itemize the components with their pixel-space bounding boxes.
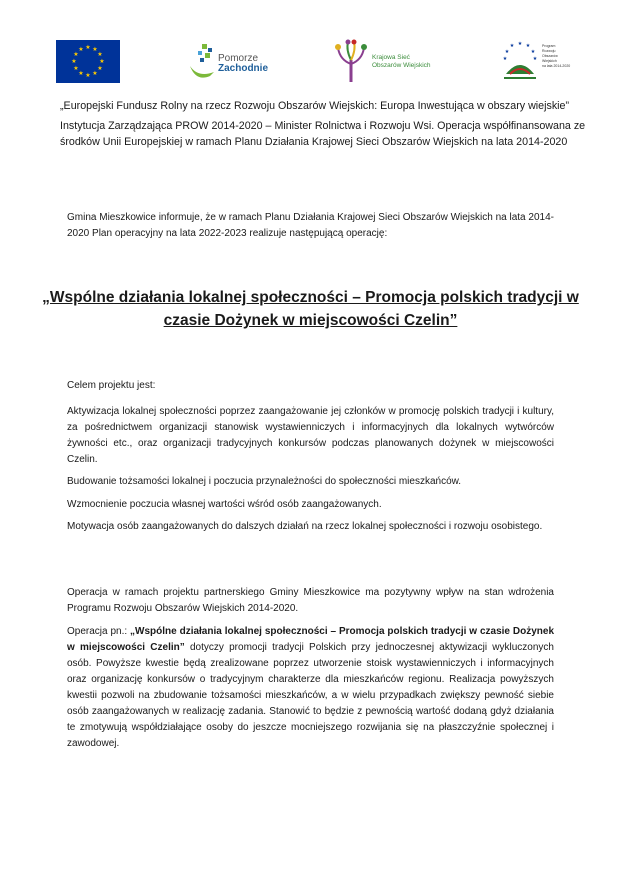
svg-text:★: ★ (532, 56, 538, 62)
svg-text:★: ★ (85, 44, 91, 51)
prow-label-line1: Program (542, 44, 556, 48)
svg-text:★: ★ (97, 51, 103, 58)
prow-label-line4: Wiejskich (542, 59, 557, 63)
prow-label-line3: Obszarów (542, 54, 558, 58)
svg-text:★: ★ (517, 41, 523, 47)
pomorze-leaf-icon (188, 42, 218, 82)
ksow-label-line1: Krajowa Sieć (372, 54, 410, 61)
prow-logo (498, 38, 571, 86)
operation-prefix: Operacja pn.: (67, 626, 131, 637)
svg-text:★: ★ (92, 46, 98, 53)
goal-heading: Celem projektu jest: (67, 380, 156, 391)
svg-text:★: ★ (78, 70, 84, 77)
svg-text:★: ★ (78, 46, 84, 53)
impact-paragraph: Operacja w ramach projektu partnerskiego Gminy Mieszkowice ma pozytywny wpływ na stan wdrożenia Programu Rozwoju Obszarów Wiejskich 2014-2020. (67, 587, 554, 614)
svg-text:★: ★ (502, 56, 508, 62)
svg-text:★: ★ (99, 58, 105, 65)
eu-flag-logo (56, 40, 120, 83)
ksow-label (372, 54, 431, 70)
intro-paragraph: Gmina Mieszkowice informuje, że w ramach Planu Działania Krajowej Sieci Obszarów Wiejskich na lata 2014-2020 Plan operacyjny na lata 2022-2023 realizuje następującą operację: (67, 212, 554, 239)
svg-text:★: ★ (71, 58, 77, 65)
operation-title: „Wspólne działania lokalnej społeczności – Promocja polskich tradycji w czasie Dożynek w miejscowości Czelin” (42, 289, 579, 329)
goal-item: Motywacja osób zaangażowanych do dalszych działań na rzecz lokalnej społeczności i rozwoju osobistego. (67, 521, 543, 532)
operation-name: „Wspólne działania lokalnej społeczności – Promocja polskich tradycji w czasie Dożynek w miejscowości Czelin” (67, 626, 555, 653)
svg-text:★: ★ (530, 49, 536, 55)
pomorze-zachodnie-logo (188, 40, 268, 84)
eu-flag-icon (56, 40, 120, 83)
fund-slogan: „Europejski Fundusz Rolny na rzecz Rozwoju Obszarów Wiejskich: Europa Inwestująca w obszary wiejskie” (60, 100, 570, 112)
ksow-label-line2: Obszarów Wiejskich (372, 62, 431, 69)
goal-item: Aktywizacja lokalnej społeczności poprzez zaangażowanie jej członków w promocję polskich tradycji i kultury, za pośrednictwem organizacji stanowisk wystawienniczych i informacyjnych dla lokalnych wytwórców żywności etc., oraz organizacji tradycyjnych konkursów podczas planowanych dożynek w miejscowości Czelin. (67, 406, 554, 465)
svg-text:★: ★ (525, 43, 531, 49)
prow-label-line5: na lata 2014-2020 (542, 64, 571, 68)
prow-label (542, 44, 572, 69)
svg-text:★: ★ (73, 51, 79, 58)
svg-text:★: ★ (73, 65, 79, 72)
ksow-tree-icon (332, 38, 370, 84)
pomorze-label: Pomorze (218, 53, 259, 64)
prow-emblem-icon (498, 38, 542, 84)
operation-body: dotyczy promocji tradycji Polskich przy jednoczesnej aktywizacji wykluczonych osób. Powyższe kwestie będą zrealizowane poprzez utworzenie stoisk wystawienniczych i informacyjnych oraz organizację konkursów o tradycyjnym charakterze dla mieszkańców regionu. Realizacja powyższych kwestii pozwoli na zbudowanie tożsamości mieszkańców, a w wielu przypadkach zwiększy pewność siebie osób zaangażowanych w realizację zadania. Stanowić to będzie z pewnością wartość dodaną gdyż działania te zmotywują współdziałające osoby do jeszcze mocniejszego rozwijania się na płaszczyźnie społecznej i zawodowej. (67, 642, 554, 749)
svg-text:★: ★ (509, 43, 515, 49)
ksow-logo (332, 38, 452, 86)
managing-authority-note: Instytucja Zarządzająca PROW 2014-2020 – Minister Rolnictwa i Rozwoju Wsi. Operacja współfinansowana ze środków Unii Europejskiej w ramach Planu Działania Krajowej Sieci Obszarów Wiejskich na lata 2014-2020 (60, 120, 586, 148)
prow-label-line2: Rozwoju (542, 49, 556, 53)
svg-text:★: ★ (504, 49, 510, 55)
goal-item: Wzmocnienie poczucia własnej wartości wśród osób zaangażowanych. (67, 499, 382, 510)
svg-text:★: ★ (97, 65, 103, 72)
svg-text:★: ★ (92, 70, 98, 77)
operation-description (67, 624, 554, 752)
goal-item: Budowanie tożsamości lokalnej i poczucia przynależności do społeczności mieszkańców. (67, 476, 462, 487)
zachodnie-label: Zachodnie (218, 63, 269, 74)
logo-bar (0, 38, 621, 88)
svg-text:★: ★ (85, 72, 91, 79)
